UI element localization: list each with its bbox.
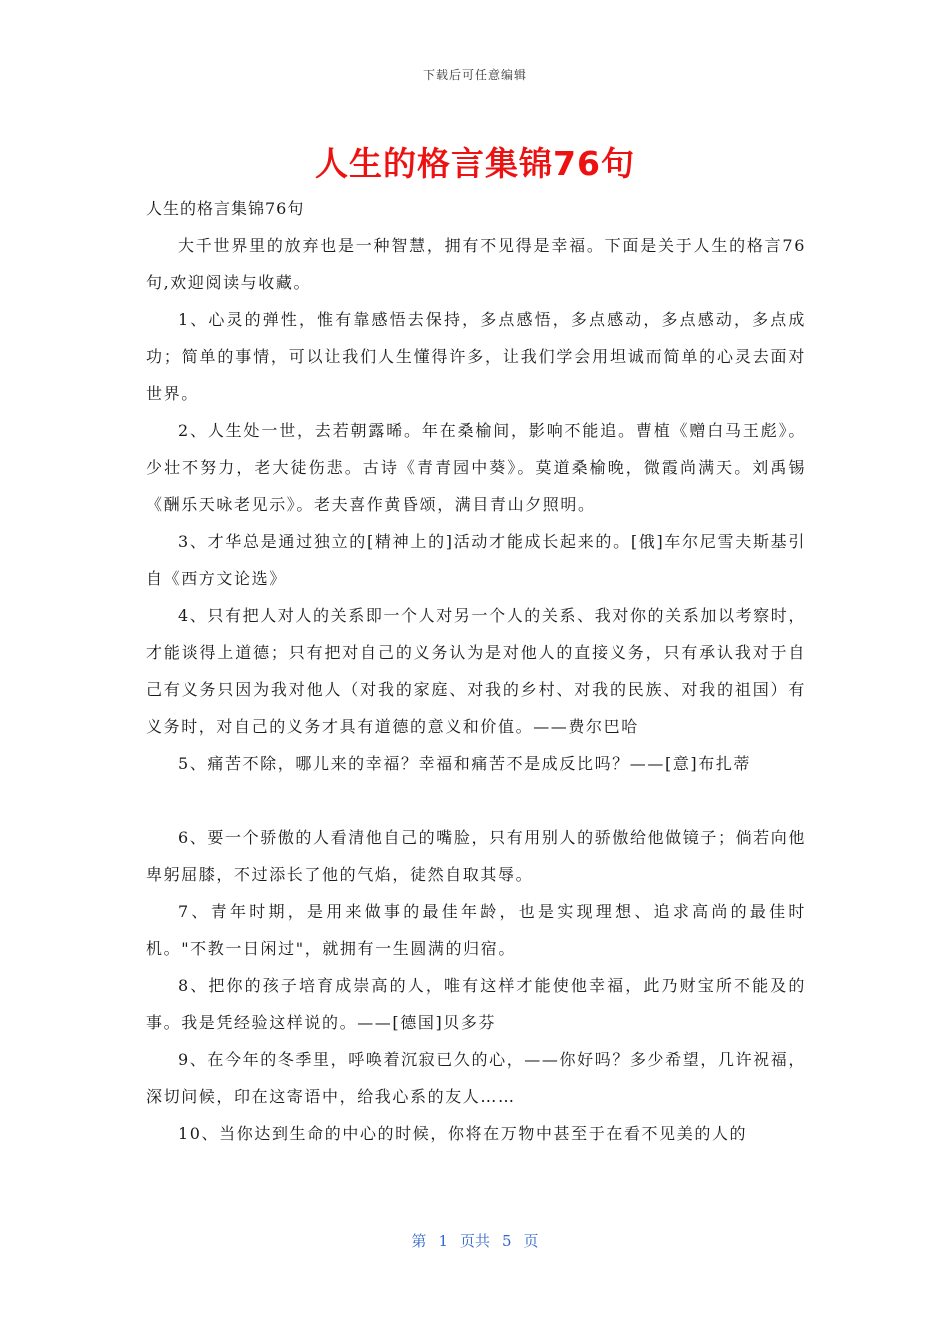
document-body [146, 190, 806, 1152]
quote-paragraph-1: 1、心灵的弹性，惟有靠感悟去保持，多点感悟，多点感动，多点感动，多点成功；简单的事情，可以让我们人生懂得许多，让我们学会用坦诚而简单的心灵去面对世界。 [146, 310, 806, 403]
document-title: 人生的格言集锦76句 [315, 144, 635, 183]
quote-paragraph-4: 4、只有把人对人的关系即一个人对另一个人的关系、我对你的关系加以考察时，才能谈得上道德；只有把对自己的义务认为是对他人的直接义务，只有承认我对于自己有义务只因为我对他人（对我的家庭、对我的乡村、对我的民族、对我的祖国）有义务时，对自己的义务才具有道德的意义和价值。——费尔巴哈 [146, 606, 806, 736]
subtitle: 人生的格言集锦76句 [146, 199, 305, 218]
quote-paragraph-10: 10、当你达到生命的中心的时候，你将在万物中甚至于在看不见美的人的 [178, 1124, 748, 1143]
footer-middle: 页共 [459, 1232, 490, 1250]
footer-page-number: 1 [438, 1232, 448, 1250]
quote-paragraph-5: 5、痛苦不除，哪儿来的幸福？幸福和痛苦不是成反比吗？——[意]布扎蒂 [178, 754, 752, 773]
quote-paragraph-2: 2、人生处一世，去若朝露晞。年在桑榆间，影响不能追。曹植《赠白马王彪》。少壮不努力，老大徒伤悲。古诗《青青园中葵》。莫道桑榆晚，微霞尚满天。刘禹锡《酬乐天咏老见示》。老夫喜作黄昏颂，满目青山夕照明。 [146, 421, 806, 514]
footer-total-pages: 5 [502, 1232, 512, 1250]
quote-paragraph-8: 8、把你的孩子培育成崇高的人，唯有这样才能使他幸福，此乃财宝所不能及的事。我是凭经验这样说的。——[德国]贝多芬 [146, 976, 806, 1032]
quote-paragraph-3: 3、才华总是通过独立的[精神上的]活动才能成长起来的。[俄]车尔尼雪夫斯基引自《西方文论选》 [146, 532, 806, 588]
page-footer [0, 1230, 950, 1251]
footer-prefix: 第 [411, 1232, 427, 1250]
quote-paragraph-9: 9、在今年的冬季里，呼唤着沉寂已久的心，——你好吗？多少希望，几许祝福，深切问候，印在这寄语中，给我心系的友人…… [146, 1050, 806, 1106]
quote-paragraph-7: 7、青年时期，是用来做事的最佳年龄，也是实现理想、追求高尚的最佳时机。"不教一日闲过"，就拥有一生圆满的归宿。 [146, 902, 806, 958]
intro-paragraph: 大千世界里的放弃也是一种智慧，拥有不见得是幸福。下面是关于人生的格言76句,欢迎阅读与收藏。 [146, 236, 806, 292]
quote-paragraph-6: 6、要一个骄傲的人看清他自己的嘴脸，只有用别人的骄傲给他做镜子；倘若向他卑躬屈膝，不过添长了他的气焰，徒然自取其辱。 [146, 828, 806, 884]
footer-suffix: 页 [523, 1232, 539, 1250]
header-note: 下载后可任意编辑 [422, 68, 527, 82]
